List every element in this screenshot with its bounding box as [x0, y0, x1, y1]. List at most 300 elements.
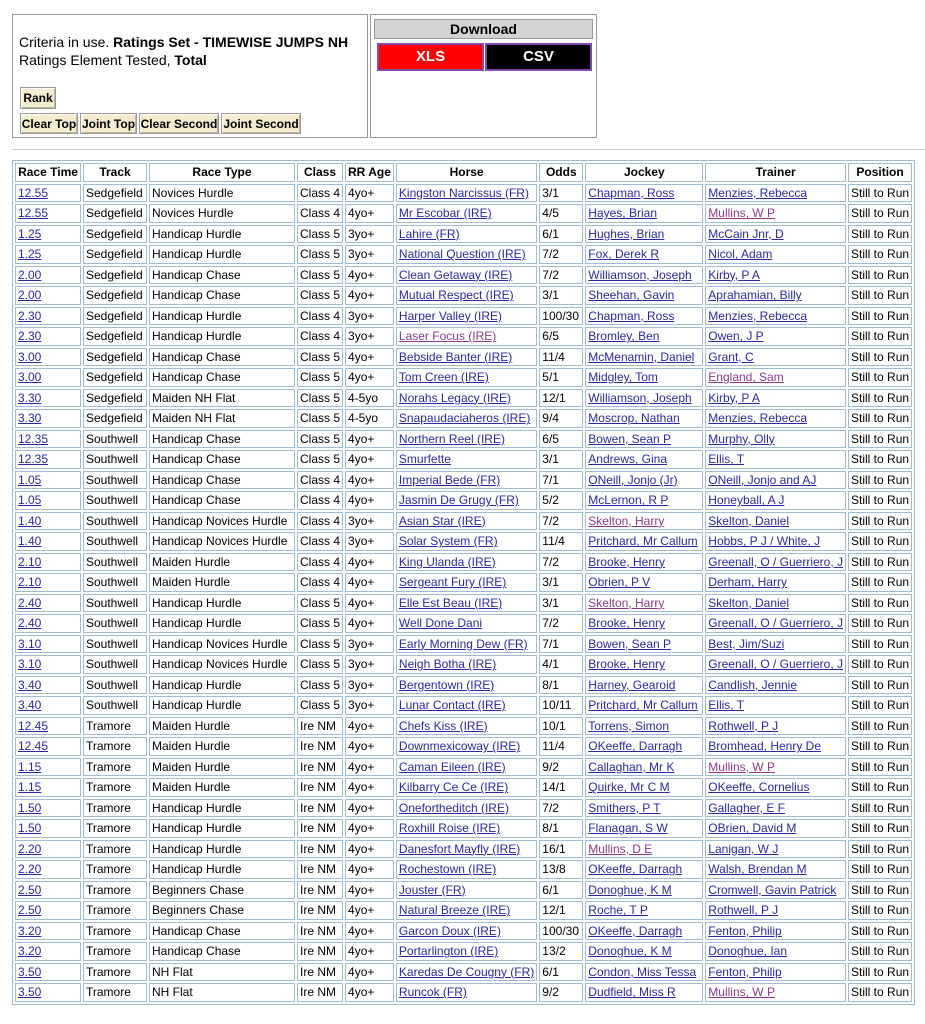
jockey-link[interactable]: Bromley, Ben [588, 329, 660, 344]
trainer-link[interactable]: Ellis, T [708, 452, 745, 467]
trainer-link[interactable]: Mullins, W P [708, 985, 775, 1000]
horse-link[interactable]: Roxhill Roise (IRE) [398, 821, 501, 836]
jockey-link[interactable]: Flanagan, S W [588, 821, 668, 836]
horse-link[interactable]: Caman Eileen (IRE) [398, 759, 506, 774]
jockey-link[interactable]: Pritchard, Mr Callum [588, 534, 698, 549]
cell-track: Sedgefield [83, 409, 147, 428]
cell-trainer [705, 225, 846, 244]
race-time-link[interactable]: 2.30 [18, 329, 42, 344]
jockey-link[interactable]: Donoghue, K M [588, 882, 672, 897]
horse-link[interactable]: Runcok (FR) [398, 985, 467, 1000]
clear-top-button[interactable]: Clear Top [20, 113, 78, 134]
cell-rr-age: 3yo+ [345, 327, 394, 346]
cell-horse [396, 717, 537, 736]
trainer-link[interactable]: Ellis, T [708, 698, 745, 713]
race-time-link[interactable]: 2.50 [18, 903, 42, 918]
jockey-link[interactable]: Roche, T P [588, 903, 648, 918]
horse-link[interactable]: Garcon Doux (IRE) [398, 923, 501, 938]
race-time-link[interactable]: 12.55 [18, 206, 49, 221]
horse-link[interactable]: Karedas De Cougny (FR) [398, 964, 535, 979]
cell-trainer [705, 881, 846, 900]
horse-link[interactable]: Early Morning Dew (FR) [398, 636, 528, 651]
cell-race-type: Novices Hurdle [149, 184, 295, 203]
cell-track: Sedgefield [83, 204, 147, 223]
cell-jockey [585, 286, 703, 305]
race-time-link[interactable]: 1.40 [18, 513, 42, 528]
race-time-link[interactable]: 2.50 [18, 882, 42, 897]
cell-odds: 5/2 [539, 491, 583, 510]
cell-race-type: Handicap Hurdle [149, 245, 295, 264]
cell-race-type: Handicap Novices Hurdle [149, 512, 295, 531]
jockey-link[interactable]: Harney, Gearoid [588, 677, 676, 692]
race-time-link[interactable]: 1.50 [18, 821, 42, 836]
horse-link[interactable]: Well Done Dani [398, 616, 483, 631]
trainer-link[interactable]: Honeyball, A J [708, 493, 785, 508]
cell-class: Ire NM [297, 799, 343, 818]
race-time-link[interactable]: 3.30 [18, 390, 42, 405]
trainer-link[interactable]: Skelton, Daniel [708, 513, 790, 528]
jockey-link[interactable]: OKeeffe, Darragh [588, 862, 683, 877]
jockey-link[interactable]: Skelton, Harry [588, 513, 665, 528]
cell-horse [396, 696, 537, 715]
cell-position: Still to Run [848, 758, 912, 777]
race-time-link[interactable]: 12.35 [18, 452, 49, 467]
cell-race-time [15, 368, 81, 387]
horse-link[interactable]: Smurfette [398, 452, 451, 467]
cell-race-time [15, 409, 81, 428]
cell-rr-age: 3yo+ [345, 532, 394, 551]
jockey-link[interactable]: McMenamin, Daniel [588, 349, 695, 364]
jockey-link[interactable]: Condon, Miss Tessa [588, 964, 697, 979]
cell-rr-age: 4yo+ [345, 184, 394, 203]
cell-jockey [585, 860, 703, 879]
cell-race-time [15, 471, 81, 490]
race-time-link[interactable]: 12.55 [18, 185, 49, 200]
jockey-link[interactable]: OKeeffe, Darragh [588, 923, 683, 938]
table-row [15, 307, 912, 326]
trainer-link[interactable]: Rothwell, P J [708, 903, 779, 918]
cell-race-type: Maiden Hurdle [149, 717, 295, 736]
trainer-link[interactable]: Murphy, Olly [708, 431, 775, 446]
jockey-link[interactable]: Fox, Derek R [588, 247, 659, 262]
race-time-link[interactable]: 1.25 [18, 226, 42, 241]
trainer-link[interactable]: Hobbs, P J / White, J [708, 534, 821, 549]
trainer-link[interactable]: Greenall, O / Guerriero, J [708, 657, 844, 672]
horse-link[interactable]: Tom Creen (IRE) [398, 370, 489, 385]
cell-jockey [585, 573, 703, 592]
jockey-link[interactable]: Donoghue, K M [588, 944, 672, 959]
race-time-link[interactable]: 3.50 [18, 964, 42, 979]
xls-download-button[interactable]: XLS [377, 43, 484, 71]
trainer-link[interactable]: Aprahamian, Billy [708, 288, 802, 303]
race-time-link[interactable]: 2.10 [18, 554, 42, 569]
race-time-link[interactable]: 3.00 [18, 349, 42, 364]
race-time-link[interactable]: 2.40 [18, 595, 42, 610]
cell-horse [396, 553, 537, 572]
cell-class: Ire NM [297, 901, 343, 920]
cell-horse [396, 266, 537, 285]
horse-link[interactable]: Downmexicoway (IRE) [398, 739, 521, 754]
horse-link[interactable]: Rochestown (IRE) [398, 862, 497, 877]
header-odds: Odds [539, 163, 583, 182]
trainer-link[interactable]: Walsh, Brendan M [708, 862, 807, 877]
cell-horse [396, 655, 537, 674]
horse-link[interactable]: Harper Valley (IRE) [398, 308, 503, 323]
cell-track: Sedgefield [83, 389, 147, 408]
horse-link[interactable]: Jouster (FR) [398, 882, 466, 897]
cell-odds: 3/1 [539, 573, 583, 592]
jockey-link[interactable]: Williamson, Joseph [588, 267, 692, 282]
horse-link[interactable]: Mr Escobar (IRE) [398, 206, 492, 221]
horse-link[interactable]: Kilbarry Ce Ce (IRE) [398, 780, 509, 795]
horse-link[interactable]: Bebside Banter (IRE) [398, 349, 513, 364]
cell-race-time [15, 696, 81, 715]
cell-odds: 12/1 [539, 389, 583, 408]
cell-race-time [15, 450, 81, 469]
cell-track: Southwell [83, 655, 147, 674]
trainer-link[interactable]: Gallagher, E F [708, 800, 786, 815]
horse-link[interactable]: King Ulanda (IRE) [398, 554, 496, 569]
cell-class: Class 5 [297, 389, 343, 408]
cell-track: Southwell [83, 491, 147, 510]
jockey-link[interactable]: Hayes, Brian [588, 206, 657, 221]
race-time-link[interactable]: 2.20 [18, 862, 42, 877]
race-time-link[interactable]: 3.30 [18, 411, 42, 426]
cell-race-time [15, 778, 81, 797]
race-time-link[interactable]: 3.10 [18, 657, 42, 672]
horse-link[interactable]: Onefortheditch (IRE) [398, 800, 509, 815]
cell-position: Still to Run [848, 901, 912, 920]
cell-horse [396, 532, 537, 551]
trainer-link[interactable]: Donoghue, Ian [708, 944, 788, 959]
race-time-link[interactable]: 1.25 [18, 247, 42, 262]
race-time-link[interactable]: 1.05 [18, 472, 42, 487]
jockey-link[interactable]: Williamson, Joseph [588, 390, 692, 405]
cell-race-time [15, 327, 81, 346]
cell-race-type: Beginners Chase [149, 901, 295, 920]
trainer-link[interactable]: Greenall, O / Guerriero, J [708, 616, 844, 631]
race-time-link[interactable]: 2.00 [18, 288, 42, 303]
horse-link[interactable]: Chefs Kiss (IRE) [398, 718, 488, 733]
trainer-link[interactable]: Kirby, P A [708, 267, 760, 282]
cell-odds: 10/1 [539, 717, 583, 736]
cell-race-time [15, 512, 81, 531]
cell-position: Still to Run [848, 799, 912, 818]
cell-position: Still to Run [848, 532, 912, 551]
horse-link[interactable]: Sergeant Fury (IRE) [398, 575, 507, 590]
cell-trainer [705, 737, 846, 756]
trainer-link[interactable]: OKeeffe, Cornelius [708, 780, 810, 795]
cell-rr-age: 4yo+ [345, 901, 394, 920]
cell-class: Ire NM [297, 983, 343, 1002]
cell-rr-age: 4yo+ [345, 942, 394, 961]
cell-class: Class 5 [297, 286, 343, 305]
horse-link[interactable]: Danesfort Mayfly (IRE) [398, 841, 521, 856]
race-time-link[interactable]: 12.45 [18, 739, 49, 754]
trainer-link[interactable]: Fenton, Philip [708, 964, 782, 979]
cell-race-time [15, 389, 81, 408]
horse-link[interactable]: Solar System (FR) [398, 534, 498, 549]
rank-button[interactable]: Rank [20, 87, 56, 109]
jockey-link[interactable]: Sheehan, Gavin [588, 288, 675, 303]
cell-odds: 9/4 [539, 409, 583, 428]
jockey-link[interactable]: Midgley, Tom [588, 370, 658, 385]
race-time-link[interactable]: 1.05 [18, 493, 42, 508]
cell-odds: 6/5 [539, 430, 583, 449]
jockey-link[interactable]: Smithers, P T [588, 800, 661, 815]
cell-jockey [585, 307, 703, 326]
jockey-link[interactable]: Moscrop, Nathan [588, 411, 680, 426]
cell-odds: 7/2 [539, 266, 583, 285]
race-time-link[interactable]: 1.15 [18, 780, 42, 795]
cell-race-type: Handicap Hurdle [149, 327, 295, 346]
race-time-link[interactable]: 3.20 [18, 944, 42, 959]
horse-link[interactable]: Neigh Botha (IRE) [398, 657, 497, 672]
cell-position: Still to Run [848, 635, 912, 654]
trainer-link[interactable]: Menzies, Rebecca [708, 308, 808, 323]
cell-jockey [585, 327, 703, 346]
cell-position: Still to Run [848, 676, 912, 695]
jockey-link[interactable]: Callaghan, Mr K [588, 759, 675, 774]
cell-track: Southwell [83, 532, 147, 551]
jockey-link[interactable]: Skelton, Harry [588, 595, 665, 610]
jockey-link[interactable]: Chapman, Ross [588, 308, 675, 323]
cell-track: Sedgefield [83, 225, 147, 244]
jockey-link[interactable]: Mullins, D E [588, 841, 653, 856]
race-time-link[interactable]: 2.30 [18, 308, 42, 323]
horse-link[interactable]: Natural Breeze (IRE) [398, 903, 511, 918]
jockey-link[interactable]: Obrien, P V [588, 575, 651, 590]
table-row [15, 532, 912, 551]
cell-race-type: Handicap Hurdle [149, 307, 295, 326]
cell-jockey [585, 430, 703, 449]
trainer-link[interactable]: Grant, C [708, 349, 754, 364]
cell-race-time [15, 184, 81, 203]
race-time-link[interactable]: 3.10 [18, 636, 42, 651]
horse-link[interactable]: Northern Reel (IRE) [398, 431, 505, 446]
cell-odds: 11/4 [539, 532, 583, 551]
cell-horse [396, 409, 537, 428]
cell-class: Ire NM [297, 860, 343, 879]
header-horse: Horse [396, 163, 537, 182]
jockey-link[interactable]: McLernon, R P [588, 493, 669, 508]
cell-odds: 3/1 [539, 594, 583, 613]
table-row [15, 409, 912, 428]
cell-position: Still to Run [848, 204, 912, 223]
cell-race-type: Handicap Hurdle [149, 860, 295, 879]
trainer-link[interactable]: Rothwell, P J [708, 718, 779, 733]
cell-class: Ire NM [297, 963, 343, 982]
horse-link[interactable]: Laser Focus (IRE) [398, 329, 497, 344]
trainer-link[interactable]: Mullins, W P [708, 206, 775, 221]
cell-class: Class 4 [297, 327, 343, 346]
joint-top-button[interactable]: Joint Top [80, 113, 137, 134]
cell-race-time [15, 532, 81, 551]
horse-link[interactable]: Bergentown (IRE) [398, 677, 495, 692]
trainer-link[interactable]: Fenton, Philip [708, 923, 782, 938]
cell-class: Class 4 [297, 532, 343, 551]
cell-odds: 13/8 [539, 860, 583, 879]
cell-class: Class 5 [297, 266, 343, 285]
cell-track: Southwell [83, 553, 147, 572]
cell-class: Class 5 [297, 655, 343, 674]
cell-race-time [15, 983, 81, 1002]
header-track: Track [83, 163, 147, 182]
cell-odds: 13/2 [539, 942, 583, 961]
cell-track: Tramore [83, 963, 147, 982]
race-time-link[interactable]: 3.20 [18, 923, 42, 938]
trainer-link[interactable]: Nicol, Adam [708, 247, 773, 262]
trainer-link[interactable]: ONeill, Jonjo and AJ [708, 472, 817, 487]
cell-horse [396, 676, 537, 695]
table-row [15, 655, 912, 674]
cell-track: Tramore [83, 778, 147, 797]
trainer-link[interactable]: Lanigan, W J [708, 841, 779, 856]
jockey-link[interactable]: Torrens, Simon [588, 718, 669, 733]
trainer-link[interactable]: Skelton, Daniel [708, 595, 790, 610]
clear-second-button[interactable]: Clear Second [139, 113, 219, 134]
cell-race-time [15, 635, 81, 654]
cell-horse [396, 512, 537, 531]
horse-link[interactable]: Kingston Narcissus (FR) [398, 185, 529, 200]
horse-link[interactable]: Mutual Respect (IRE) [398, 288, 514, 303]
trainer-link[interactable]: Mullins, W P [708, 759, 775, 774]
cell-track: Sedgefield [83, 348, 147, 367]
table-row [15, 368, 912, 387]
trainer-link[interactable]: McCain Jnr, D [708, 226, 784, 241]
cell-race-type: NH Flat [149, 963, 295, 982]
cell-track: Sedgefield [83, 245, 147, 264]
cell-horse [396, 799, 537, 818]
cell-jockey [585, 266, 703, 285]
jockey-link[interactable]: Dudfield, Miss R [588, 985, 676, 1000]
cell-class: Ire NM [297, 758, 343, 777]
cell-trainer [705, 758, 846, 777]
horse-link[interactable]: Lunar Contact (IRE) [398, 698, 506, 713]
joint-second-button[interactable]: Joint Second [221, 113, 301, 134]
cell-track: Sedgefield [83, 307, 147, 326]
trainer-link[interactable]: Derham, Harry [708, 575, 787, 590]
trainer-link[interactable]: England, Sam [708, 370, 784, 385]
jockey-link[interactable]: ONeill, Jonjo (Jr) [588, 472, 678, 487]
race-time-link[interactable]: 3.50 [18, 985, 42, 1000]
jockey-link[interactable]: Quirke, Mr C M [588, 780, 670, 795]
cell-race-time [15, 204, 81, 223]
cell-jockey [585, 594, 703, 613]
jockey-link[interactable]: Pritchard, Mr Callum [588, 698, 698, 713]
cell-horse [396, 225, 537, 244]
trainer-link[interactable]: Greenall, O / Guerriero, J [708, 554, 844, 569]
csv-download-button[interactable]: CSV [485, 43, 592, 71]
jockey-link[interactable]: Brooke, Henry [588, 554, 665, 569]
cell-rr-age: 3yo+ [345, 225, 394, 244]
cell-track: Sedgefield [83, 184, 147, 203]
cell-trainer [705, 327, 846, 346]
trainer-link[interactable]: Best, Jim/Suzi [708, 636, 785, 651]
cell-class: Class 4 [297, 184, 343, 203]
jockey-link[interactable]: Brooke, Henry [588, 657, 665, 672]
trainer-link[interactable]: Owen, J P [708, 329, 764, 344]
race-time-link[interactable]: 3.40 [18, 677, 42, 692]
cell-rr-age: 4yo+ [345, 737, 394, 756]
race-time-link[interactable]: 12.45 [18, 718, 49, 733]
cell-position: Still to Run [848, 860, 912, 879]
cell-race-type: Handicap Novices Hurdle [149, 532, 295, 551]
jockey-link[interactable]: OKeeffe, Darragh [588, 739, 683, 754]
cell-trainer [705, 696, 846, 715]
horse-link[interactable]: Lahire (FR) [398, 226, 460, 241]
horse-link[interactable]: Jasmin De Grugy (FR) [398, 493, 519, 508]
cell-track: Tramore [83, 737, 147, 756]
cell-jockey [585, 676, 703, 695]
jockey-link[interactable]: Chapman, Ross [588, 185, 675, 200]
trainer-link[interactable]: OBrien, David M [708, 821, 797, 836]
horse-link[interactable]: National Question (IRE) [398, 247, 526, 262]
horse-link[interactable]: Snapaudaciaheros (IRE) [398, 411, 531, 426]
cell-jockey [585, 840, 703, 859]
cell-rr-age: 3yo+ [345, 512, 394, 531]
horse-link[interactable]: Norahs Legacy (IRE) [398, 390, 511, 405]
horse-link[interactable]: Asian Star (IRE) [398, 513, 486, 528]
cell-trainer [705, 676, 846, 695]
trainer-link[interactable]: Menzies, Rebecca [708, 411, 808, 426]
jockey-link[interactable]: Bowen, Sean P [588, 431, 672, 446]
horse-link[interactable]: Clean Getaway (IRE) [398, 267, 513, 282]
cell-race-time [15, 799, 81, 818]
cell-race-time [15, 942, 81, 961]
cell-class: Class 4 [297, 307, 343, 326]
horse-link[interactable]: Portarlington (IRE) [398, 944, 499, 959]
horse-link[interactable]: Elle Est Beau (IRE) [398, 595, 503, 610]
cell-horse [396, 840, 537, 859]
trainer-link[interactable]: Cromwell, Gavin Patrick [708, 882, 837, 897]
horse-link[interactable]: Imperial Bede (FR) [398, 472, 501, 487]
cell-trainer [705, 860, 846, 879]
race-time-link[interactable]: 2.40 [18, 616, 42, 631]
trainer-link[interactable]: Bromhead, Henry De [708, 739, 822, 754]
cell-horse [396, 778, 537, 797]
table-row [15, 614, 912, 633]
jockey-link[interactable]: Hughes, Brian [588, 226, 665, 241]
race-time-link[interactable]: 2.20 [18, 841, 42, 856]
cell-odds: 3/1 [539, 286, 583, 305]
trainer-link[interactable]: Menzies, Rebecca [708, 185, 808, 200]
race-time-link[interactable]: 1.50 [18, 800, 42, 815]
jockey-link[interactable]: Andrews, Gina [588, 452, 667, 467]
cell-race-type: NH Flat [149, 983, 295, 1002]
header-rr-age: RR Age [345, 163, 394, 182]
race-time-link[interactable]: 2.10 [18, 575, 42, 590]
cell-horse [396, 881, 537, 900]
cell-odds: 10/11 [539, 696, 583, 715]
race-time-link[interactable]: 3.00 [18, 370, 42, 385]
race-time-link[interactable]: 1.40 [18, 534, 42, 549]
jockey-link[interactable]: Brooke, Henry [588, 616, 665, 631]
race-time-link[interactable]: 2.00 [18, 267, 42, 282]
cell-position: Still to Run [848, 553, 912, 572]
trainer-link[interactable]: Kirby, P A [708, 390, 760, 405]
cell-horse [396, 184, 537, 203]
race-time-link[interactable]: 12.35 [18, 431, 49, 446]
race-time-link[interactable]: 1.15 [18, 759, 42, 774]
table-row [15, 348, 912, 367]
jockey-link[interactable]: Bowen, Sean P [588, 636, 672, 651]
race-time-link[interactable]: 3.40 [18, 698, 42, 713]
trainer-link[interactable]: Candlish, Jennie [708, 677, 798, 692]
cell-position: Still to Run [848, 327, 912, 346]
cell-race-time [15, 348, 81, 367]
cell-trainer [705, 901, 846, 920]
